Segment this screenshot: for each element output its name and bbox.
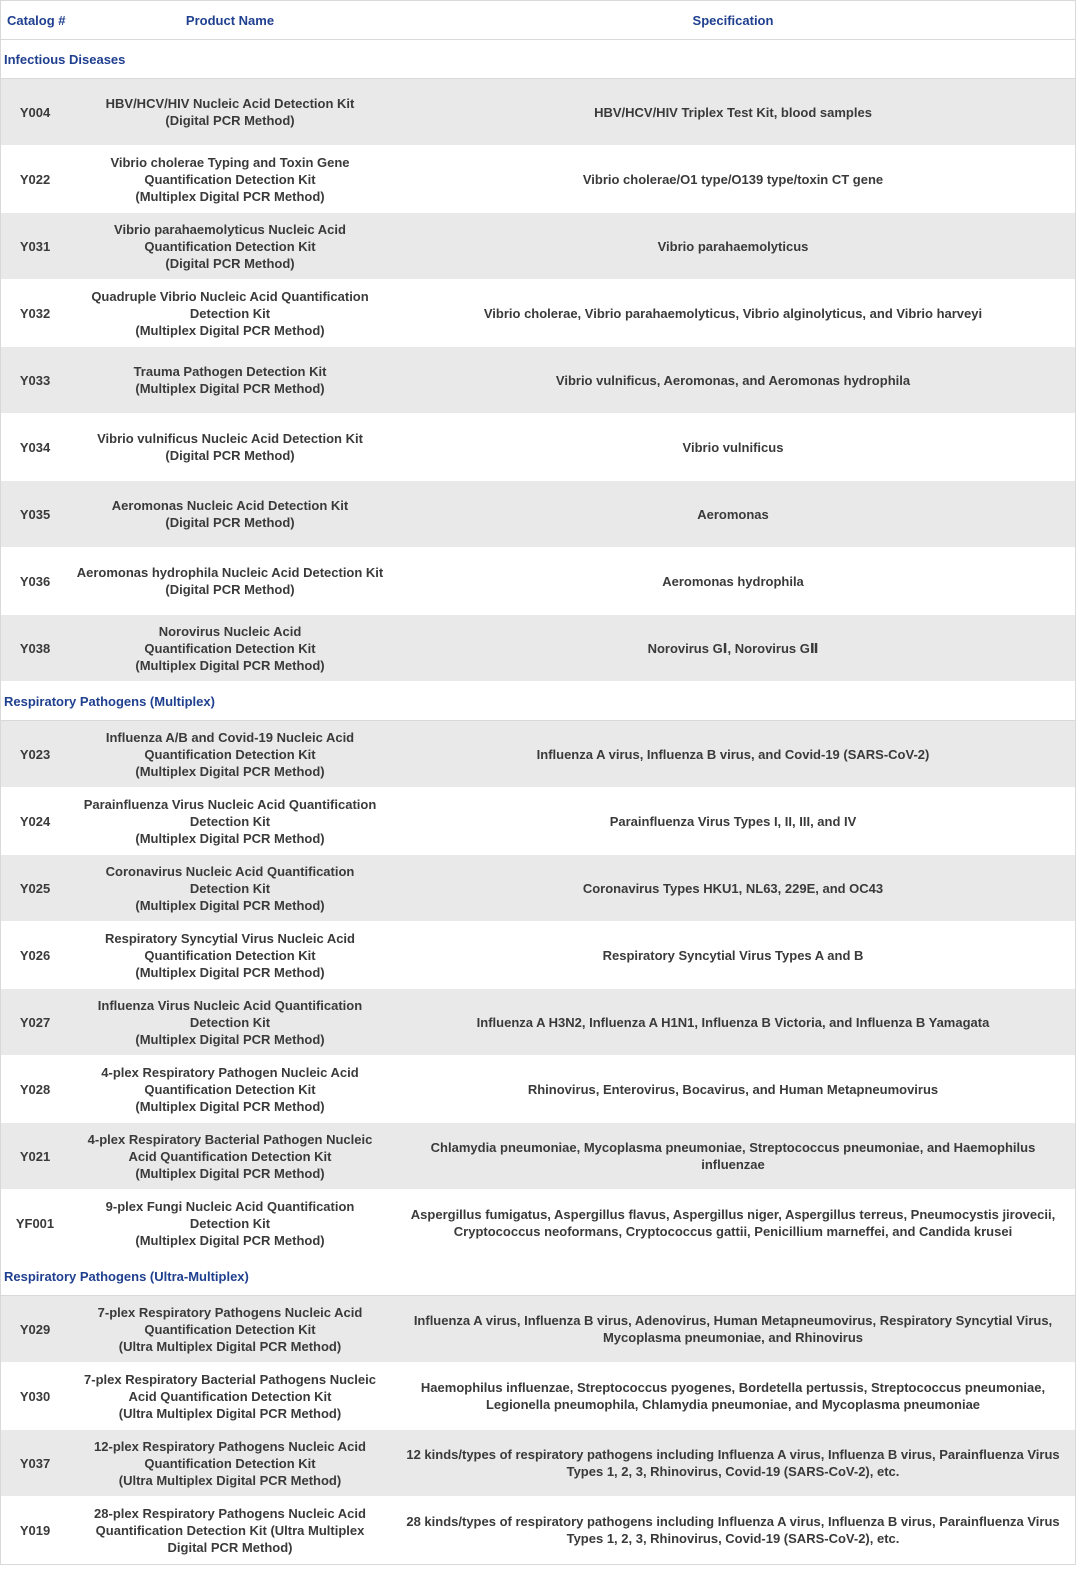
catalog-cell: Y033 — [1, 347, 69, 414]
product-name-text: 28-plex Respiratory Pathogens Nucleic Acid Quantification Detection Kit (Ultra Multiplex Digital PCR Method) — [94, 1505, 366, 1555]
catalog-cell: Y024 — [1, 788, 69, 855]
product-name-text: Influenza Virus Nucleic Acid Quantification Detection Kit (Multiplex Digital PCR Method) — [97, 997, 363, 1047]
catalog-cell: Y027 — [1, 989, 69, 1056]
specification-cell: Vibrio parahaemolyticus — [391, 213, 1075, 280]
product-name-text: Quadruple Vibrio Nucleic Acid Quantification Detection Kit (Multiplex Digital PCR Method) — [91, 288, 369, 338]
table-row — [1, 615, 1075, 682]
catalog-cell: Y035 — [1, 481, 69, 548]
product-name-cell — [69, 481, 391, 548]
specification-cell: Aeromonas — [391, 481, 1075, 548]
product-name-text: Parainfluenza Virus Nucleic Acid Quantification Detection Kit (Multiplex Digital PCR Method) — [83, 796, 377, 846]
product-name-text: 4-plex Respiratory Pathogen Nucleic Acid Quantification Detection Kit (Multiplex Digital PCR Method) — [101, 1064, 359, 1114]
table-row — [1, 414, 1075, 481]
table-row — [1, 280, 1075, 347]
section-header-row — [1, 682, 1075, 721]
table-row — [1, 146, 1075, 213]
product-name-cell — [69, 213, 391, 280]
catalog-cell: Y028 — [1, 1056, 69, 1123]
product-name-text: HBV/HCV/HIV Nucleic Acid Detection Kit (Digital PCR Method) — [105, 96, 355, 128]
catalog-cell: Y026 — [1, 922, 69, 989]
catalog-cell: Y030 — [1, 1363, 69, 1430]
product-name-text: 4-plex Respiratory Bacterial Pathogen Nucleic Acid Quantification Detection Kit (Multiplex Digital PCR Method) — [87, 1131, 373, 1181]
table-row — [1, 1190, 1075, 1257]
header-catalog: Catalog # — [1, 1, 69, 40]
product-name-cell — [69, 1056, 391, 1123]
table-row — [1, 79, 1075, 146]
product-name-cell — [69, 146, 391, 213]
product-name-cell — [69, 79, 391, 146]
product-name-cell — [69, 1190, 391, 1257]
table-row — [1, 788, 1075, 855]
product-name-text: Vibrio parahaemolyticus Nucleic Acid Quantification Detection Kit (Digital PCR Method) — [114, 221, 346, 271]
table-row — [1, 1363, 1075, 1430]
specification-cell: Vibrio vulnificus, Aeromonas, and Aeromonas hydrophila — [391, 347, 1075, 414]
product-name-text: 7-plex Respiratory Pathogens Nucleic Acid Quantification Detection Kit (Ultra Multiplex Digital PCR Method) — [97, 1304, 363, 1354]
specification-cell: Influenza A virus, Influenza B virus, and Covid-19 (SARS-CoV-2) — [391, 721, 1075, 788]
table-row — [1, 989, 1075, 1056]
product-name-cell — [69, 922, 391, 989]
specification-cell: Parainfluenza Virus Types I, II, III, and IV — [391, 788, 1075, 855]
catalog-cell: Y022 — [1, 146, 69, 213]
product-name-cell — [69, 989, 391, 1056]
table-row — [1, 922, 1075, 989]
product-name-cell — [69, 1430, 391, 1497]
table-row — [1, 1296, 1075, 1363]
catalog-cell: Y021 — [1, 1123, 69, 1190]
table-header — [1, 1, 1075, 40]
product-name-text: 9-plex Fungi Nucleic Acid Quantification Detection Kit (Multiplex Digital PCR Method) — [105, 1198, 355, 1248]
product-name-cell — [69, 414, 391, 481]
specification-cell: Influenza A virus, Influenza B virus, Adenovirus, Human Metapneumovirus, Respiratory Syncytial Virus, Mycoplasma pneumoniae, and Rhinovirus — [391, 1296, 1075, 1363]
specification-cell: 28 kinds/types of respiratory pathogens including Influenza A virus, Influenza B virus, Parainfluenza Virus Types 1, 2, 3, Rhinovirus, Covid-19 (SARS-CoV-2), etc. — [391, 1497, 1075, 1564]
table-row — [1, 548, 1075, 615]
product-name-cell — [69, 1497, 391, 1564]
product-name-text: Vibrio cholerae Typing and Toxin Gene Quantification Detection Kit (Multiplex Digital PCR Method) — [110, 154, 350, 204]
product-name-text: Influenza A/B and Covid-19 Nucleic Acid Quantification Detection Kit (Multiplex Digital PCR Method) — [105, 729, 355, 779]
specification-cell: Coronavirus Types HKU1, NL63, 229E, and OC43 — [391, 855, 1075, 922]
catalog-cell: Y019 — [1, 1497, 69, 1564]
table-row — [1, 1123, 1075, 1190]
catalog-cell: Y034 — [1, 414, 69, 481]
table-row — [1, 855, 1075, 922]
catalog-cell: Y031 — [1, 213, 69, 280]
product-name-cell — [69, 280, 391, 347]
section-title: Respiratory Pathogens (Ultra-Multiplex) — [1, 1257, 1075, 1296]
section-header-row — [1, 40, 1075, 79]
catalog-cell: YF001 — [1, 1190, 69, 1257]
product-name-cell — [69, 1296, 391, 1363]
catalog-cell: Y036 — [1, 548, 69, 615]
specification-cell: Haemophilus influenzae, Streptococcus pyogenes, Bordetella pertussis, Streptococcus pneumoniae, Legionella pneumophila, Chlamydia pneumoniae, and Mycoplasma pneumoniae — [391, 1363, 1075, 1430]
specification-cell: Vibrio cholerae/O1 type/O139 type/toxin CT gene — [391, 146, 1075, 213]
table-row — [1, 481, 1075, 548]
product-table — [1, 1, 1075, 1564]
specification-cell: Respiratory Syncytial Virus Types A and B — [391, 922, 1075, 989]
specification-cell: HBV/HCV/HIV Triplex Test Kit, blood samples — [391, 79, 1075, 146]
product-name-cell — [69, 1123, 391, 1190]
product-name-cell — [69, 615, 391, 682]
product-name-text: Coronavirus Nucleic Acid Quantification Detection Kit (Multiplex Digital PCR Method) — [105, 863, 355, 913]
catalog-cell: Y038 — [1, 615, 69, 682]
product-name-cell — [69, 855, 391, 922]
specification-cell: 12 kinds/types of respiratory pathogens including Influenza A virus, Influenza B virus, Parainfluenza Virus Types 1, 2, 3, Rhinovirus, Covid-19 (SARS-CoV-2), etc. — [391, 1430, 1075, 1497]
section-header-row — [1, 1257, 1075, 1296]
catalog-cell: Y037 — [1, 1430, 69, 1497]
table-row — [1, 213, 1075, 280]
specification-cell: Aspergillus fumigatus, Aspergillus flavus, Aspergillus niger, Aspergillus terreus, Pneumocystis jirovecii, Cryptococcus neoformans, Cryptococcus gattii, Penicillium marneffei, and Candida krusei — [391, 1190, 1075, 1257]
catalog-cell: Y032 — [1, 280, 69, 347]
table-row — [1, 1497, 1075, 1564]
catalog-cell: Y023 — [1, 721, 69, 788]
product-name-text: Aeromonas hydrophila Nucleic Acid Detection Kit (Digital PCR Method) — [76, 565, 384, 597]
catalog-cell: Y025 — [1, 855, 69, 922]
section-title: Infectious Diseases — [1, 40, 1075, 79]
table-row — [1, 1056, 1075, 1123]
product-name-text: Aeromonas Nucleic Acid Detection Kit (Digital PCR Method) — [111, 498, 349, 530]
product-name-cell — [69, 548, 391, 615]
specification-cell: Vibrio vulnificus — [391, 414, 1075, 481]
catalog-cell: Y029 — [1, 1296, 69, 1363]
table-row — [1, 1430, 1075, 1497]
product-name-text: Vibrio vulnificus Nucleic Acid Detection Kit (Digital PCR Method) — [97, 431, 363, 463]
product-name-text: Respiratory Syncytial Virus Nucleic Acid Quantification Detection Kit (Multiplex Digital PCR Method) — [105, 930, 355, 980]
product-name-text: 12-plex Respiratory Pathogens Nucleic Acid Quantification Detection Kit (Ultra Multiplex Digital PCR Method) — [94, 1438, 366, 1488]
catalog-cell: Y004 — [1, 79, 69, 146]
product-name-cell — [69, 788, 391, 855]
product-name-cell — [69, 347, 391, 414]
specification-cell: Rhinovirus, Enterovirus, Bocavirus, and Human Metapneumovirus — [391, 1056, 1075, 1123]
header-specification: Specification — [391, 1, 1075, 40]
product-name-cell — [69, 721, 391, 788]
product-name-text: 7-plex Respiratory Bacterial Pathogens Nucleic Acid Quantification Detection Kit (Ultra Multiplex Digital PCR Method) — [84, 1371, 376, 1421]
specification-cell: Norovirus GⅠ, Norovirus GⅡ — [391, 615, 1075, 682]
table-row — [1, 721, 1075, 788]
specification-cell: Aeromonas hydrophila — [391, 548, 1075, 615]
table-body — [1, 40, 1075, 1564]
specification-cell: Vibrio cholerae, Vibrio parahaemolyticus, Vibrio alginolyticus, and Vibrio harveyi — [391, 280, 1075, 347]
specification-cell: Influenza A H3N2, Influenza A H1N1, Influenza B Victoria, and Influenza B Yamagata — [391, 989, 1075, 1056]
product-name-cell — [69, 1363, 391, 1430]
section-title: Respiratory Pathogens (Multiplex) — [1, 682, 1075, 721]
specification-cell: Chlamydia pneumoniae, Mycoplasma pneumoniae, Streptococcus pneumoniae, and Haemophilus influenzae — [391, 1123, 1075, 1190]
product-name-text: Norovirus Nucleic Acid Quantification Detection Kit (Multiplex Digital PCR Method) — [135, 623, 325, 673]
header-product-name: Product Name — [69, 1, 391, 40]
table-row — [1, 347, 1075, 414]
product-name-text: Trauma Pathogen Detection Kit (Multiplex Digital PCR Method) — [133, 364, 327, 396]
